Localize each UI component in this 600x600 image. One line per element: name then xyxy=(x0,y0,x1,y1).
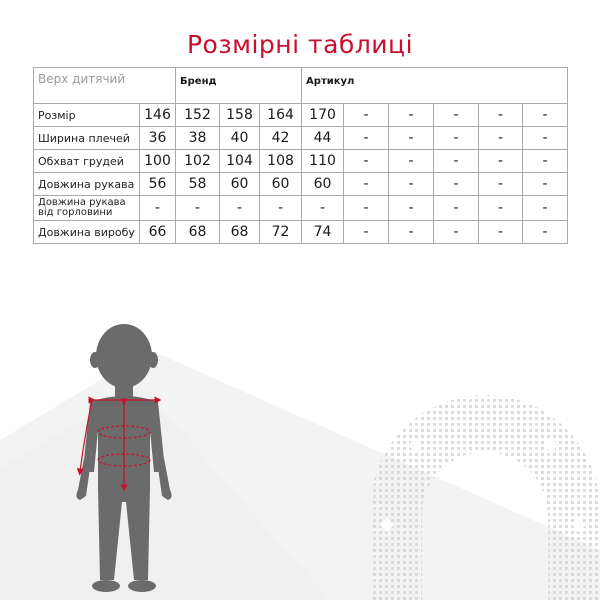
table-cell: 72 xyxy=(260,221,302,244)
table-cell: - xyxy=(389,196,434,221)
table-cell: - xyxy=(434,150,479,173)
table-cell: 66 xyxy=(140,221,176,244)
table-cell: - xyxy=(344,196,389,221)
table-cell: - xyxy=(389,221,434,244)
table-cell: - xyxy=(434,173,479,196)
table-cell: - xyxy=(220,196,260,221)
table-cell: 102 xyxy=(176,150,220,173)
row-label: Обхват грудей xyxy=(34,150,140,173)
table-cell: - xyxy=(523,127,568,150)
row-label-line: від горловини xyxy=(38,207,113,218)
table-cell: - xyxy=(434,127,479,150)
row-label: Розмір xyxy=(34,104,140,127)
table-cell: - xyxy=(344,150,389,173)
article-label: Артикул xyxy=(302,68,568,104)
table-cell: - xyxy=(479,221,523,244)
table-cell: - xyxy=(523,104,568,127)
table-cell: - xyxy=(344,104,389,127)
table-cell: 36 xyxy=(140,127,176,150)
table-cell: 152 xyxy=(176,104,220,127)
table-row xyxy=(34,196,568,221)
table-cell: - xyxy=(344,221,389,244)
table-cell: - xyxy=(479,150,523,173)
table-cell: 170 xyxy=(302,104,344,127)
table-cell: - xyxy=(479,127,523,150)
table-cell: - xyxy=(523,196,568,221)
table-cell: - xyxy=(389,173,434,196)
size-table xyxy=(33,67,568,244)
table-row xyxy=(34,221,568,244)
table-cell: - xyxy=(389,150,434,173)
table-cell: 146 xyxy=(140,104,176,127)
table-cell: - xyxy=(260,196,302,221)
row-label-line: Довжина рукава xyxy=(38,197,126,208)
table-cell: - xyxy=(389,127,434,150)
table-cell: 164 xyxy=(260,104,302,127)
table-row xyxy=(34,104,568,127)
table-cell: - xyxy=(302,196,344,221)
table-row xyxy=(34,127,568,150)
product-name: Верх дитячий xyxy=(34,68,176,104)
table-cell: 42 xyxy=(260,127,302,150)
table-cell: 68 xyxy=(220,221,260,244)
row-label: Довжина рукава xyxy=(34,173,140,196)
table-cell: - xyxy=(434,196,479,221)
table-cell: 60 xyxy=(260,173,302,196)
table-header-row xyxy=(34,68,568,104)
table-cell: - xyxy=(523,173,568,196)
table-cell: 158 xyxy=(220,104,260,127)
table-cell: 60 xyxy=(220,173,260,196)
table-cell: 108 xyxy=(260,150,302,173)
row-label xyxy=(34,196,140,221)
table-cell: - xyxy=(389,104,434,127)
table-cell: - xyxy=(523,221,568,244)
table-cell: - xyxy=(176,196,220,221)
table-row xyxy=(34,173,568,196)
table-cell: 56 xyxy=(140,173,176,196)
table-cell: 74 xyxy=(302,221,344,244)
table-cell: - xyxy=(344,173,389,196)
row-label: Ширина плечей xyxy=(34,127,140,150)
table-cell: - xyxy=(523,150,568,173)
table-cell: - xyxy=(479,173,523,196)
table-cell: 44 xyxy=(302,127,344,150)
table-row xyxy=(34,150,568,173)
table-cell: - xyxy=(434,104,479,127)
row-label: Довжина виробу xyxy=(34,221,140,244)
table-cell: - xyxy=(140,196,176,221)
table-cell: 40 xyxy=(220,127,260,150)
page-title: Розмірні таблиці xyxy=(186,30,414,59)
table-cell: 104 xyxy=(220,150,260,173)
brand-label: Бренд xyxy=(176,68,302,104)
table-cell: 60 xyxy=(302,173,344,196)
table-cell: 100 xyxy=(140,150,176,173)
table-cell: - xyxy=(479,196,523,221)
table-cell: 110 xyxy=(302,150,344,173)
table-cell: 68 xyxy=(176,221,220,244)
table-cell: - xyxy=(344,127,389,150)
table-cell: - xyxy=(479,104,523,127)
table-cell: 58 xyxy=(176,173,220,196)
table-cell: - xyxy=(434,221,479,244)
measurement-illustration xyxy=(0,290,600,600)
table-cell: 38 xyxy=(176,127,220,150)
